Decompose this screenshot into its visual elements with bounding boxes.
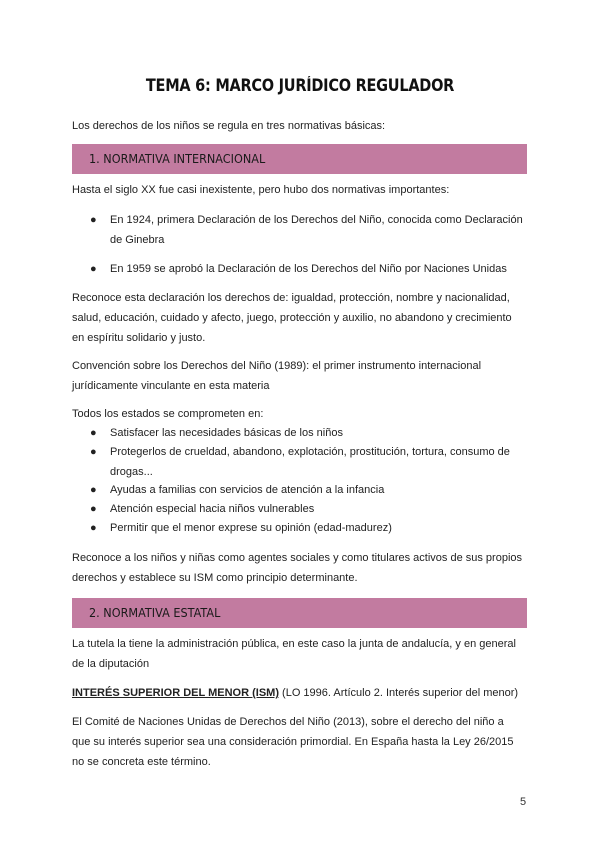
list-item: Satisfacer las necesidades básicas de los niños [110, 427, 343, 439]
bullet-icon: ● [90, 484, 97, 496]
section-heading-text: 2. NORMATIVA ESTATAL [89, 605, 221, 620]
bullet-icon: ● [90, 446, 97, 458]
bullet-icon: ● [90, 214, 97, 226]
ism-reference: (LO 1996. Artículo 2. Interés superior del menor) [278, 687, 519, 699]
section-heading-estatal [72, 598, 527, 628]
comite-paragraph: El Comité de Naciones Unidas de Derechos del Niño (2013), sobre el derecho del niño a que su interés superior sea una consideración primordial. En España hasta la Ley 26/2015 no se concreta este término. [72, 716, 514, 768]
page-title: TEMA 6: MARCO JURÍDICO REGULADOR [145, 76, 455, 95]
list-item: Ayudas a familias con servicios de atención a la infancia [110, 484, 385, 496]
intro-paragraph: Los derechos de los niños se regula en tres normativas básicas: [72, 120, 386, 132]
bullet-icon: ● [90, 263, 97, 275]
page-number: 5 [520, 796, 527, 808]
list-item: Permitir que el menor exprese su opinión (edad-madurez) [110, 522, 392, 534]
section-heading-text: 1. NORMATIVA INTERNACIONAL [89, 151, 266, 166]
list-item: Atención especial hacia niños vulnerables [110, 503, 315, 515]
list-item: Protegerlos de crueldad, abandono, explotación, prostitución, tortura, consumo de drogas... [110, 446, 510, 478]
list-item: En 1924, primera Declaración de los Derechos del Niño, conocida como Declaración de Ginebra [110, 214, 523, 246]
commit-lead: Todos los estados se comprometen en: [72, 408, 264, 420]
convention-paragraph: Convención sobre los Derechos del Niño (1989): el primer instrumento internacional jurídicamente vinculante en esta materia [72, 360, 482, 392]
tutela-paragraph: La tutela la tiene la administración pública, en este caso la junta de andalucía, y en general de la diputación [72, 638, 516, 670]
closing-paragraph: Reconoce a los niños y niñas como agentes sociales y como titulares activos de sus propios derechos y establece su ISM como principio determinante. [72, 552, 523, 584]
bullet-icon: ● [90, 427, 97, 439]
section-heading-internacional [72, 144, 527, 174]
list-item: En 1959 se aprobó la Declaración de los Derechos del Niño por Naciones Unidas [110, 263, 507, 275]
recognizes-paragraph: Reconoce esta declaración los derechos de: igualdad, protección, nombre y nacionalidad, salud, educación, cuidado y afecto, juego, protección y auxilio, no abandono y crecimiento en espíritu solidario y justo. [72, 292, 512, 344]
bullet-icon: ● [90, 522, 97, 534]
ism-label: INTERÉS SUPERIOR DEL MENOR (ISM) [72, 687, 279, 699]
ism-paragraph [72, 683, 532, 703]
bullet-icon: ● [90, 503, 97, 515]
section1-lead: Hasta el siglo XX fue casi inexistente, pero hubo dos normativas importantes: [72, 184, 450, 196]
